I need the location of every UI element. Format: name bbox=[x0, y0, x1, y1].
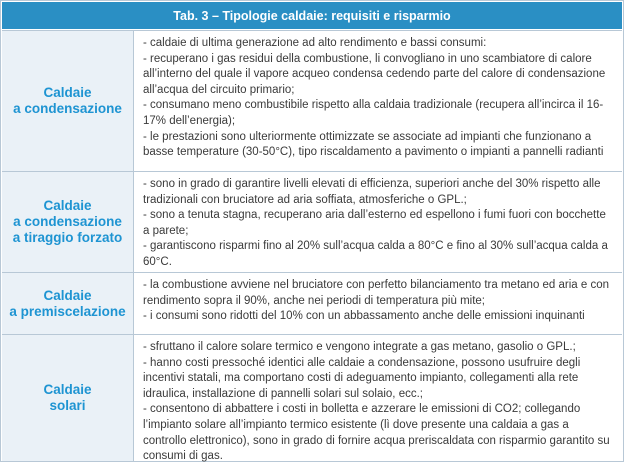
row-content bbox=[143, 36, 614, 161]
row-label bbox=[2, 335, 134, 461]
row-label-line: Caldaie bbox=[43, 382, 92, 397]
row-label-line: Caldaie bbox=[43, 85, 92, 100]
list-item: - i consumi sono ridotti del 10% con un abbassamento anche delle emissioni inquinanti bbox=[143, 310, 585, 323]
list-item: - sfruttano il calore solare termico e vengono integrate a gas metano, gasolio o GPL.; bbox=[143, 341, 576, 353]
list-item: - sono a tenuta stagna, recuperano aria dall’esterno ed espellono i fumi fuori con bocchette a parete; bbox=[143, 209, 606, 237]
row-label bbox=[2, 172, 134, 272]
row-label-line: a premiscelazione bbox=[9, 303, 126, 319]
list-item: - consumano meno combustibile rispetto alla caldaia tradizionale (recupera all’incirca il 16-17% dell’energia); bbox=[143, 99, 604, 127]
list-item: - caldaie di ultima generazione ad alto rendimento e bassi consumi: bbox=[143, 37, 487, 49]
row-label-line: a condensazione bbox=[13, 101, 122, 116]
list-item: - garantiscono risparmi fino al 20% sull’acqua calda a 80°C e fino al 30% sull’acqua calda a 60°C. bbox=[143, 240, 608, 268]
table-row bbox=[2, 272, 622, 334]
list-item: - consentono di abbattere i costi in bolletta e azzerare le emissioni di CO2; collegando l’impianto solare all’impianto termico esistente (lì dove presente una caldaia a gas a controllo elettronico), sono in grado di fornire acqua preriscaldata con risparmio garantito su consumi di gas. bbox=[143, 403, 610, 463]
row-label-line: solari bbox=[49, 398, 86, 413]
row-label bbox=[2, 31, 134, 171]
list-item: - hanno costi pressoché identici alle caldaie a condensazione, possono usufruire degli incentivi statali, ma comportano costi di adeguamento impianto, collegamenti alla rete idraulica, installazione di pannelli solari sul solaio, ecc.; bbox=[143, 356, 581, 400]
table-row bbox=[2, 30, 622, 171]
list-item: - recuperano i gas residui della combustione, li convogliano in uno scambiatore di calore all’interno del quale il vapore acqueo condensa cedendo parte del calore di condensazione all’acqua del circuito primario; bbox=[143, 52, 606, 96]
row-content bbox=[143, 340, 614, 465]
list-item: - la combustione avviene nel bruciatore con perfetto bilanciamento tra metano ed aria e con rendimento sopra il 90%, anche nei periodi di temperatura più mite; bbox=[143, 279, 610, 307]
row-label-line: Caldaie bbox=[43, 287, 92, 303]
table-row bbox=[2, 334, 622, 461]
row-label-line: a condensazione bbox=[13, 214, 122, 229]
table-title: Tab. 3 – Tipologie caldaie: requisiti e risparmio bbox=[2, 2, 622, 29]
row-content bbox=[143, 177, 614, 271]
row-label-line: Caldaie bbox=[43, 198, 92, 213]
list-item: - sono in grado di garantire livelli elevati di efficienza, superiori anche del 30% rispetto alle tradizionali con bruciatore ad aria soffiata, atmosferiche o GPL.; bbox=[143, 178, 601, 206]
row-label-line: a tiraggio forzato bbox=[12, 230, 123, 245]
list-item: - le prestazioni sono ulteriormente ottimizzate se associate ad impianti che funzionano a basse temperature (30-50°C), tipo riscaldamento a pavimento o impianti a pannelli radianti bbox=[143, 130, 604, 159]
row-content bbox=[143, 278, 614, 325]
row-label bbox=[2, 273, 134, 334]
table-row bbox=[2, 171, 622, 272]
